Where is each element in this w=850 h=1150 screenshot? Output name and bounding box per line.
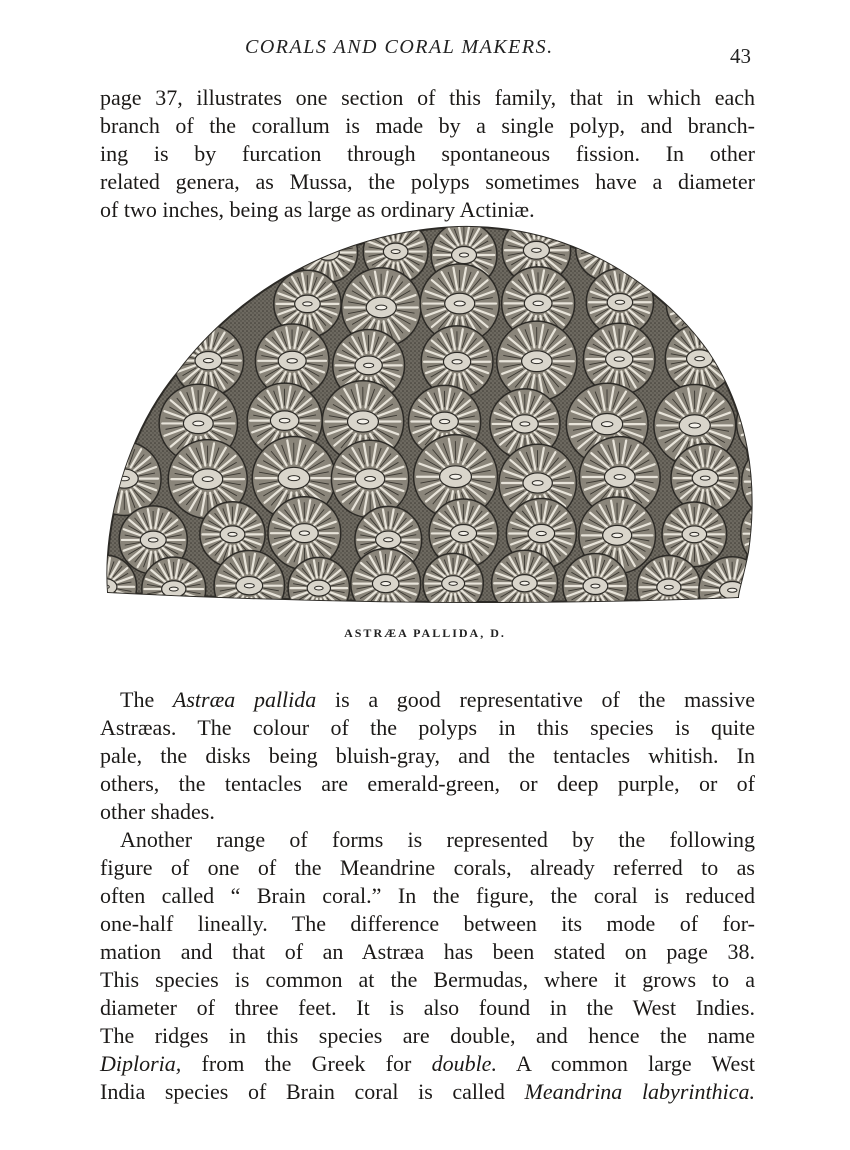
polyp-rosette [268,497,341,570]
polyp-rosette [214,550,284,620]
running-title: CORALS AND CORAL MAKERS. [245,36,554,58]
polyp-rosette [563,553,628,618]
species-name-italic: Astræa pallida [172,687,317,712]
text-line: This species is common at the Bermudas, where it grows to a [100,967,755,992]
polyp-rosette [423,553,483,613]
astraea-pallida-engraving [98,222,758,622]
coral-illustration [98,222,758,622]
text-line: related genera, as Mussa, the polyps sometimes have a diameter [100,169,755,194]
text-line: branch of the corallum is made by a single polyp, and branch- [100,113,755,138]
text-line: often called “ Brain coral.” In the figure, the coral is reduced [100,883,755,908]
polyp-rosette [497,321,577,401]
text-line [100,1078,755,1106]
text-line: one-half lineally. The difference between its mode of for- [100,911,755,936]
text-line [100,686,755,714]
text-span: A common large West [496,1051,755,1076]
text-line: others, the tentacles are emerald-green, or deep purple, or of [100,771,755,796]
polyp-rosette [637,555,701,619]
polyp-rosette [583,323,655,395]
text-line: Another range of forms is represented by the following [120,827,755,852]
text-span: is a good representative of the massive [316,687,755,712]
page-number: 43 [730,44,751,68]
polyp-rosette [492,550,558,616]
text-span: India species of Brain coral is called [100,1079,525,1104]
polyp-rosette [331,440,408,517]
word-italic: double. [431,1051,497,1076]
text-line: of two inches, being as large as ordinary Actiniæ. [100,197,535,222]
polyp-rosette [644,223,704,283]
polyp-rosette [671,444,739,512]
text-span: The [120,687,173,712]
text-line: other shades. [100,799,215,824]
text-line: figure of one of the Meandrine corals, already referred to as [100,855,755,880]
paragraph-meandrine [100,826,755,1106]
figure-caption: ASTRÆA PALLIDA, D. [344,626,506,640]
polyp-rosette [666,269,734,337]
text-line: page 37, illustrates one section of this family, that in which each [100,85,755,110]
polyp-rosette [351,549,421,619]
text-line: mation and that of an Astræa has been stated on page 38. [100,939,755,964]
text-line [100,1050,755,1078]
polyp-rosette [665,324,734,393]
text-line: diameter of three feet. It is also found in the West Indies. [100,995,755,1020]
polyp-rosette [699,557,758,622]
text-line: The ridges in this species are double, and hence the name [100,1023,755,1048]
text-line: Astræas. The colour of the polyps in this species is quite [100,715,755,740]
polyp-rosette [288,557,349,618]
paragraph-astraea [100,686,755,826]
paragraph-mussa [100,84,755,224]
genus-name-italic: Diploria, [100,1051,182,1076]
text-line: ing is by furcation through spontaneous fission. In other [100,141,755,166]
text-span: from the Greek for [181,1051,432,1076]
species-name-italic: Meandrina labyrinthica. [524,1079,755,1104]
text-line: pale, the disks being bluish-gray, and the tentacles whitish. In [100,743,755,768]
polyp-rosette [142,557,206,621]
